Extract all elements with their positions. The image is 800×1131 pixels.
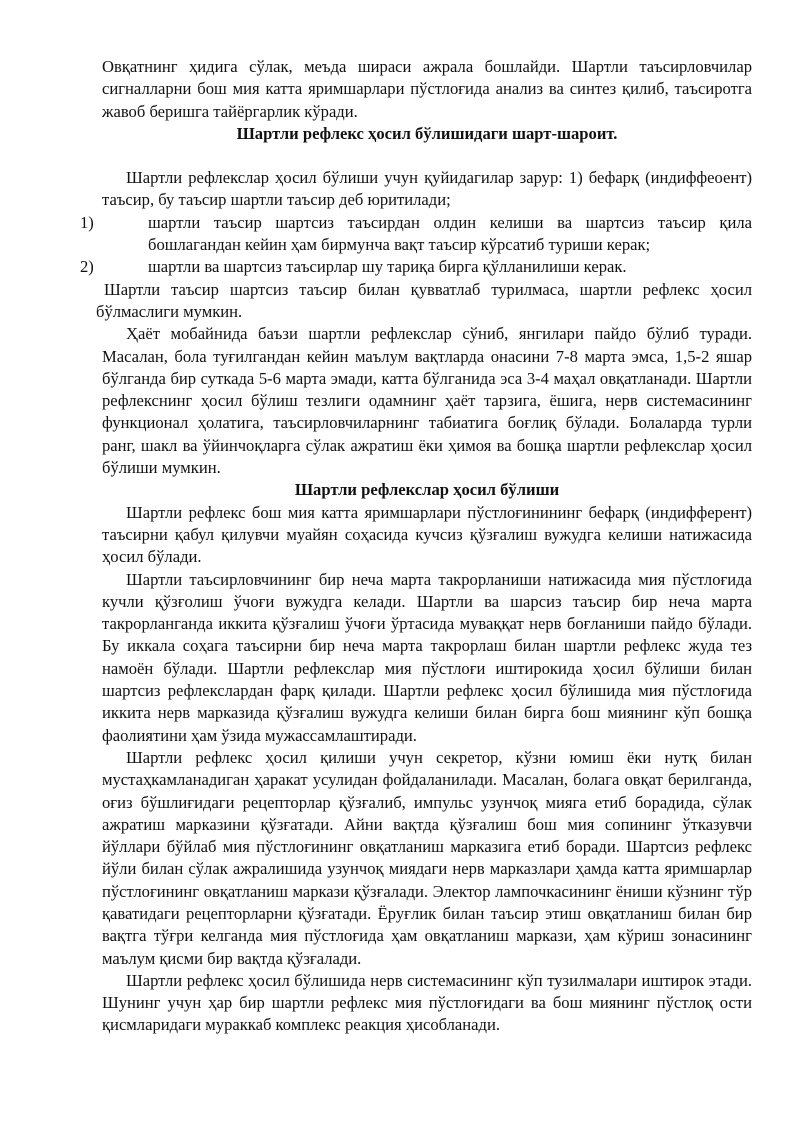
paragraph-cortex: Шартли рефлекс бош мия катта яримшарлари пўстлоғинининг бефарқ (индифферент) таъсирни қабул қилувчи муайян соҳасида кучсиз қўзғалиш вужудга келиши натижасида ҳосил бўлади. [102, 502, 752, 567]
paragraph-requirements: Шартли рефлекслар ҳосил бўлиши учун қуйидагилар зарур: 1) бефарқ (индиффеоент) таъсир, бу таъсир шартли таъсир деб юритилади; [102, 168, 752, 210]
list-number: 1) [80, 212, 94, 232]
paragraph-stimulus: Шартли таъсирловчининг бир неча марта такрорланиши натижасида мия пўстлоғида кучли қўзғолиш ўчоғи вужудга келади. Шартли ва шарсиз таъсир бир неча марта такрорланганда иккита қўзғалиш ўчоғи ўртасида муваққат нерв боғланиши пайдо бўлади. Бу иккала соҳага таъсирни бир неча марта такрорлаш билан шартли рефлекс жуда тез намоён бўлади. Шартли рефлекслар мия пўстлоғи иштирокида ҳосил бўлиши билан шартсиз рефлекслардан фарқ қилади. Шартли рефлекс ҳосил бўлишида мия пўстлоғида иккита нерв марказида қўзғалиш вужудга келиши билан бирга бош миянинг кўп бошқа фаолиятини ҳам ўзида мужассамлаштиради. [102, 569, 752, 745]
blank-line [102, 145, 752, 167]
heading-conditions: Шартли рефлекс ҳосил бўлишидаги шарт-шароит. [236, 123, 618, 143]
paragraph-reinforcement: Шартли таъсир шартсиз таъсир билан қувватлаб турилмаса, шартли рефлекс ҳосил бўлмаслиги мумкин. [96, 279, 752, 321]
paragraph-example: Шартли рефлекс ҳосил қилиши учун секретор, кўзни юмиш ёки нутқ билан мустаҳкамланадиган ҳаракат усулидан фойдаланилади. Масалан, болага овқат берилганда, оғиз бўшлиғидаги рецепторлар қўзғалиб, импульс узунчоқ мияга етиб борадида, сўлак ажратиш марказини қўзғатади. Айни вақтда қўзғалиш бош мия сопининг ўтказувчи йўллари бўйлаб мия пўстлоғининг овқатланиш марказига етиб боради. Шартсиз рефлекс йўли билан сўлак ажралишида узунчоқ миядаги нерв марказлари ҳамда катта яримшарлар пўстлоғининг овқатланиш маркази қўзғалади. Электор лампочкасининг ёниши кўзнинг тўр қаватидаги рецепторларни қўзғатади. Ёруғлик билан таъсир этиш овқатланиш билан бир вақтга тўғри келганда мия пўстлоғида ҳам овқатланиш маркази, ҳам кўриш зонасининг маълум қисми бир вақтда қўзғалади. [102, 747, 752, 968]
paragraph-saliva-intro: Овқатнинг ҳидига сўлак, меъда шираси ажрала бошлайди. Шартли таъсирловчилар сигналларни бош мия катта яримшарлари пўстлоғида анализ ва синтез қилиб, таъсиротга жавоб беришга тайёргарлик кўради. [102, 57, 752, 121]
document-page [80, 56, 752, 1037]
paragraph-conclusion: Шартли рефлекс ҳосил бўлишида нерв системасининг кўп тузилмалари иштирок этади. Шунинг учун ҳар бир шартли рефлекс мия пўстлоғидаги ва бош миянинг пўстлоқ ости қисмларидаги мураккаб комплекс реакция ҳисобланади. [102, 970, 752, 1035]
list-text: шартли ва шартсиз таъсирлар шу тариқа бирга қўлланилиши керак. [148, 257, 627, 277]
list-number: 2) [80, 257, 94, 277]
heading-formation: Шартли рефлекслар ҳосил бўлиши [294, 480, 560, 500]
list-item-2 [80, 256, 752, 278]
list-item-1 [80, 212, 752, 257]
paragraph-lifetime: Ҳаёт мобайнида баъзи шартли рефлекслар сўниб, янгилари пайдо бўлиб туради. Масалан, бола туғилгандан кейин маълум вақтларда онасини 7-8 марта эмса, 1,5-2 яшар бўлганда бир суткада 5-6 марта эмади, катта бўлганида эса 3-4 маҳал овқатланади. Шартли рефлекснинг ҳосил бўлиш тезлиги одамнинг ҳаёт тарзига, ёшига, нерв системасининг функционал ҳолатига, таъсирловчиларнинг табиатига боғлиқ бўлади. Болаларда турли ранг, шакл ва ўйинчоқларга сўлак ажратиш ёки ҳимоя ва бошқа шартли рефлекслар ҳосил бўлиши мумкин. [102, 324, 752, 478]
list-text: шартли таъсир шартсиз таъсирдан олдин келиши ва шартсиз таъсир қила бошлагандан кейин ҳам бирмунча вақт таъсир кўрсатиб туриши керак; [148, 212, 752, 255]
